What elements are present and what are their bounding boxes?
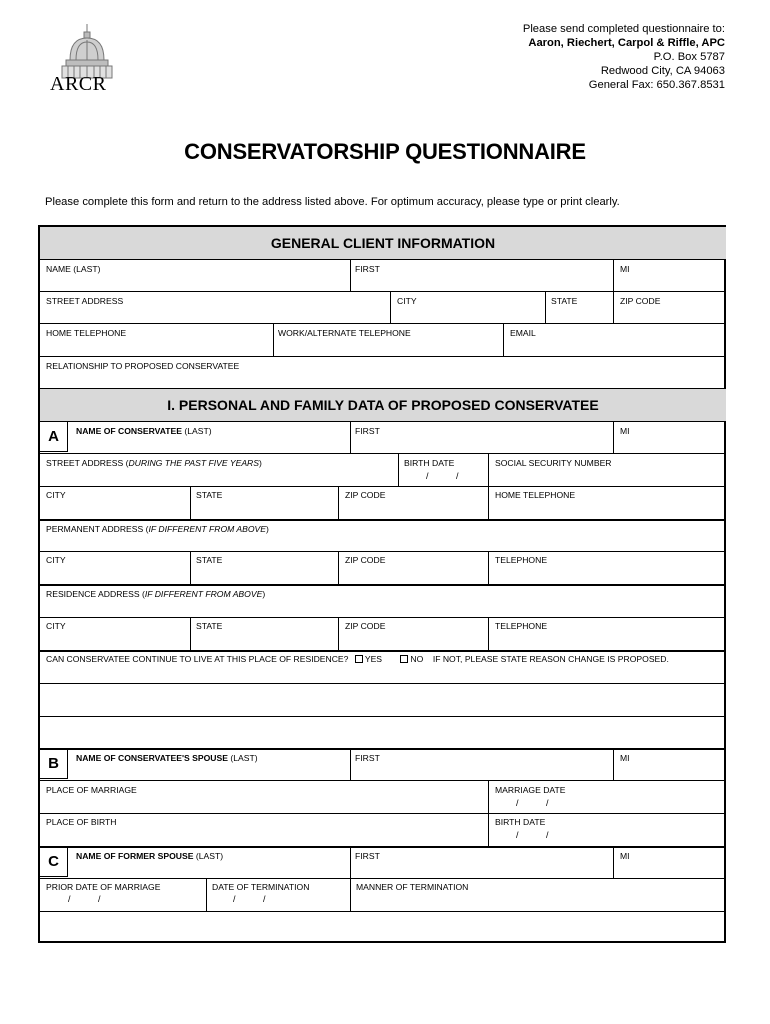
conservatee-birth-date-field[interactable]: BIRTH DATE [404, 458, 455, 468]
client-zip-field[interactable]: ZIP CODE [620, 296, 661, 306]
section-b-badge: B [40, 749, 68, 779]
section-c-badge: C [40, 847, 68, 877]
permanent-address-field[interactable]: PERMANENT ADDRESS (IF DIFFERENT FROM ABOVE) [46, 524, 269, 534]
residence-tel-field[interactable]: TELEPHONE [495, 621, 548, 631]
conservatee-home-tel-field[interactable]: HOME TELEPHONE [495, 490, 576, 500]
logo-wordmark: ARCR [50, 73, 107, 95]
spouse-first-name-field[interactable]: FIRST [355, 753, 380, 763]
page-title: CONSERVATORSHIP QUESTIONNAIRE [184, 139, 586, 164]
client-email-field[interactable]: EMAIL [510, 328, 536, 338]
permanent-city-field[interactable]: CITY [46, 555, 66, 565]
no-checkbox[interactable] [400, 655, 408, 663]
date-separator: / [516, 830, 519, 840]
spouse-last-name-field[interactable]: NAME OF CONSERVATEE'S SPOUSE (LAST) [76, 753, 258, 763]
date-separator: / [98, 894, 101, 904]
marriage-date-field[interactable]: MARRIAGE DATE [495, 785, 566, 795]
conservatee-mi-field[interactable]: MI [620, 426, 630, 436]
spouse-birth-date-field[interactable]: BIRTH DATE [495, 817, 546, 827]
former-spouse-mi-field[interactable]: MI [620, 851, 630, 861]
date-separator: / [456, 471, 459, 481]
permanent-zip-field[interactable]: ZIP CODE [345, 555, 386, 565]
questionnaire-form [38, 225, 726, 943]
client-work-tel-field[interactable]: WORK/ALTERNATE TELEPHONE [278, 328, 411, 338]
fax-number: General Fax: 650.367.8531 [588, 79, 725, 91]
permanent-tel-field[interactable]: TELEPHONE [495, 555, 548, 565]
date-separator: / [546, 798, 549, 808]
place-of-marriage-field[interactable]: PLACE OF MARRIAGE [46, 785, 137, 795]
permanent-state-field[interactable]: STATE [196, 555, 223, 565]
former-spouse-first-name-field[interactable]: FIRST [355, 851, 380, 861]
section-a-badge: A [40, 422, 68, 452]
client-home-tel-field[interactable]: HOME TELEPHONE [46, 328, 127, 338]
client-city-field[interactable]: CITY [397, 296, 417, 306]
manner-of-termination-field[interactable]: MANNER OF TERMINATION [356, 882, 469, 892]
firm-name: Aaron, Riechert, Carpol & Riffle, APC [528, 37, 725, 49]
former-spouse-last-name-field[interactable]: NAME OF FORMER SPOUSE (LAST) [76, 851, 224, 861]
prior-marriage-date-field[interactable]: PRIOR DATE OF MARRIAGE [46, 882, 161, 892]
conservatee-street-field[interactable]: STREET ADDRESS (DURING THE PAST FIVE YEARS) [46, 458, 262, 468]
residence-address-field[interactable]: RESIDENCE ADDRESS (IF DIFFERENT FROM ABOVE) [46, 589, 266, 599]
residence-zip-field[interactable]: ZIP CODE [345, 621, 386, 631]
conservatee-ssn-field[interactable]: SOCIAL SECURITY NUMBER [495, 458, 612, 468]
mailing-address [523, 22, 725, 92]
client-mi-field[interactable]: MI [620, 264, 630, 274]
date-separator: / [516, 798, 519, 808]
client-street-field[interactable]: STREET ADDRESS [46, 296, 124, 306]
conservatee-city-field[interactable]: CITY [46, 490, 66, 500]
date-separator: / [233, 894, 236, 904]
continue-residence-question: CAN CONSERVATEE CONTINUE TO LIVE AT THIS PLACE OF RESIDENCE? YES NO IF NOT, PLEASE STATE REASON CHANGE IS PROPOSED. [46, 654, 669, 664]
residence-state-field[interactable]: STATE [196, 621, 223, 631]
send-to-text: Please send completed questionnaire to: [522, 23, 725, 35]
intro-text: Please complete this form and return to the address listed above. For optimum accuracy, please type or print clearly. [45, 196, 620, 208]
section-1-heading: I. PERSONAL AND FAMILY DATA OF PROPOSED CONSERVATEE [40, 389, 726, 421]
termination-date-field[interactable]: DATE OF TERMINATION [212, 882, 310, 892]
conservatee-state-field[interactable]: STATE [196, 490, 223, 500]
date-separator: / [546, 830, 549, 840]
client-first-name-field[interactable]: FIRST [355, 264, 380, 274]
city-state-zip: Redwood City, CA 94063 [600, 65, 725, 77]
date-separator: / [68, 894, 71, 904]
client-relationship-field[interactable]: RELATIONSHIP TO PROPOSED CONSERVATEE [46, 361, 240, 371]
conservatee-zip-field[interactable]: ZIP CODE [345, 490, 386, 500]
po-box: P.O. Box 5787 [653, 51, 725, 63]
spouse-mi-field[interactable]: MI [620, 753, 630, 763]
spouse-place-of-birth-field[interactable]: PLACE OF BIRTH [46, 817, 117, 827]
residence-city-field[interactable]: CITY [46, 621, 66, 631]
conservatee-last-name-field[interactable]: NAME OF CONSERVATEE (LAST) [76, 426, 212, 436]
general-info-heading: GENERAL CLIENT INFORMATION [40, 227, 726, 259]
yes-checkbox[interactable] [355, 655, 363, 663]
date-separator: / [263, 894, 266, 904]
client-state-field[interactable]: STATE [551, 296, 578, 306]
conservatee-first-name-field[interactable]: FIRST [355, 426, 380, 436]
date-separator: / [426, 471, 429, 481]
client-last-name-field[interactable]: NAME (LAST) [46, 264, 101, 274]
